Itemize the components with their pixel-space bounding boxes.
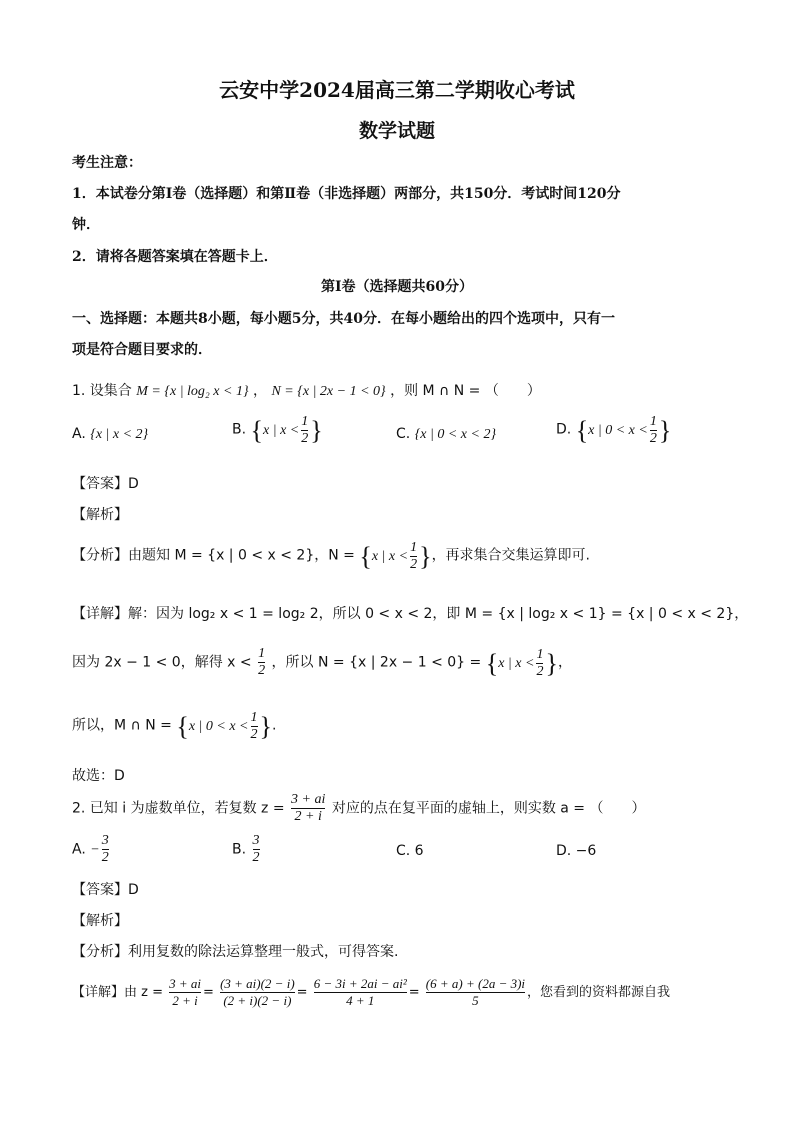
q2-stem-b: 对应的点在复平面的虚轴上，则实数 a = （ ） [331,800,646,817]
q2-answer-tag: 【答案】 [72,882,128,898]
q1-option-b-label: B. [232,421,247,438]
q1-fenxi-den: 2 [410,557,418,572]
q1-answer-value: D [128,476,139,492]
q2-frac2-den: (2 + i)(2 − i) [220,992,295,1009]
q2-option-d: D. −6 [556,843,597,859]
q2-frac4-num: (6 + a) + (2a − 3)i [425,976,526,991]
q1-xiangjie-text1: 解：因为 log₂ x < 1 = log₂ 2，所以 0 < x < 2，即 M = {x | log₂ x < 1} = {x | 0 < x < 2}， [128,606,749,622]
q1-fenxi: 【分析】由题知 M = {x | 0 < x < 2}，N = {x | x < $\frac{1}{2}$ }，再求集合交集运算即可. [72,540,591,572]
q1-option-c-expr: {x | 0 < x < 2} [414,427,497,442]
q1-xj2-set-den: 2 [536,663,544,679]
q1-analysis-tag: 【解析】 [72,507,128,523]
section-intro-cont: 项是符合题目要求的． [72,342,212,358]
q1-set-M: M = {x | log₂ x < 1} [136,384,249,399]
exam-subtitle: 数学试题 [358,120,435,142]
q1-set-N: N = {x | 2x − 1 < 0} [271,384,386,399]
q1-stem-suffix: ，则 M ∩ N = （ ） [390,383,541,399]
q1-option-d: D. {x | 0 < x < $\frac{1}{2}$ } [556,414,672,446]
q2-xiangjie-tag: 【详解】 [72,985,125,1000]
q2-frac3-num: 6 − 3i + 2ai − ai² [313,976,407,991]
q1-option-d-den: 2 [649,431,657,446]
q1-conclusion: 故选：D [72,768,125,784]
q2-option-a-sign: − [90,842,100,858]
q2-option-b-den: 2 [252,850,260,865]
q1-xj3-set: x | 0 < x < [188,718,249,734]
q2-stem [72,792,646,825]
q2-xj-tail: ，您看到的资料都源自我 [527,985,671,1000]
q1-xj2-a: 因为 2x − 1 < 0，解得 x < [72,654,252,671]
q1-option-b-expr: x | x < [263,422,300,438]
q1-option-a-label: A. [72,426,86,442]
q2-fenxi-text: 利用复数的除法运算整理一般式，可得答案. [128,944,399,960]
q1-answer-tag: 【答案】 [72,476,128,492]
q1-option-a-expr: {x | x < 2} [90,427,149,442]
q2-answer-value: D [128,882,139,898]
q1-option-d-label: D. [556,421,572,438]
q1-xiangjie-line2: 因为 2x − 1 < 0，解得 x < $\frac{1}{2}$ ，所以 N = {x | 2x − 1 < 0} = {x | x < $\frac{1}{2}$ }， [72,646,572,679]
q2-fenxi-tag: 【分析】 [72,944,128,960]
q1-xj3-num: 1 [250,710,258,725]
notice-item-1-cont: 钟． [72,217,100,233]
q1-stem [72,380,541,400]
q2-z-den: 2 + i [291,808,325,825]
q1-xj3-a: 所以，M ∩ N = [72,717,172,734]
q1-option-c-label: C. [396,426,411,442]
q1-xiangjie-line3: 所以，M ∩ N = {x | 0 < x < $\frac{1}{2}$ }. [72,710,277,742]
q1-xiangjie-line1 [72,603,748,623]
q2-option-a-num: 3 [101,833,109,848]
notice-item-1: 1．本试卷分第Ⅰ卷（选择题）和第Ⅱ卷（非选择题）两部分，共150分．考试时间120分 [72,186,621,202]
q2-stem-a: 2. 已知 i 为虚数单位，若复数 z = [72,800,285,817]
q2-frac3-den: 4 + 1 [314,992,407,1009]
q1-xj2-num: 1 [258,646,266,661]
notice-item-2: 2．请将各题答案填在答题卡上． [72,249,278,265]
q1-fenxi-set: x | x < [371,548,409,564]
q2-option-b [232,833,262,866]
q2-frac1-num: 3 + ai [169,976,202,991]
q2-frac1-den: 2 + i [169,992,201,1009]
q1-fenxi-text-end: ，再求集合交集运算即可. [431,547,591,564]
q2-frac2-num: (3 + ai)(2 − i) [220,976,295,991]
q1-separator: ， [253,383,268,399]
q1-fenxi-text: 由题知 M = {x | 0 < x < 2}，N = [128,547,355,564]
part1-heading: 第Ⅰ卷（选择题共60分） [320,279,474,295]
q2-option-a [72,833,111,866]
q2-xiangjie: 【详解】由 z = $\frac{3 + ai}{2 + i}$ = $\frac{(3 + ai)(2 - i)}{(2 + i)(2 - i)}$ = $\frac{\text{6 − 3i + 2ai − ai²}}{4 + 1}$ = $\frac{(6 + a) + (2a - 3)i}{5}$ ，您看到的资料都源自我 [72,976,671,1008]
q1-stem-prefix: 1. 设集合 [72,383,132,399]
q2-frac4-den: 5 [426,992,525,1009]
q1-xj2-den: 2 [258,663,266,678]
q1-xj2-set: x | x < [498,655,535,671]
q2-option-a-label: A. [72,841,86,858]
q2-option-b-num: 3 [252,833,260,848]
q2-option-a-den: 2 [101,850,109,865]
q1-xj2-b: ，所以 N = {x | 2x − 1 < 0} = [271,654,482,671]
q1-xj3-den: 2 [250,727,258,742]
q2-fenxi [72,941,398,961]
q1-xj3-tail: . [271,717,277,734]
q1-answer [72,473,139,493]
q1-option-d-expr: x | 0 < x < [588,422,648,438]
section-intro: 一、选择题：本题共8小题，每小题5分，共40分．在每小题给出的四个选项中，只有一 [72,311,615,327]
q1-option-b: B. {x | x < $\frac{1}{2}$ } [232,414,323,446]
q1-option-b-den: 2 [301,431,309,446]
q2-option-c: C. 6 [396,843,424,859]
q1-xj2-set-num: 1 [536,646,544,662]
q1-fenxi-num: 1 [410,540,418,555]
q1-option-b-num: 1 [301,414,309,429]
q2-option-b-label: B. [232,841,247,858]
q2-analysis-tag: 【解析】 [72,913,128,929]
q1-xiangjie-tag: 【详解】 [72,606,128,622]
exam-title: 云安中学2024届高三第二学期收心考试 [219,78,575,102]
q1-fenxi-tag: 【分析】 [72,547,128,564]
q2-z-num: 3 + ai [291,792,326,807]
q1-option-c [396,426,496,443]
q1-option-a [72,426,148,443]
q2-answer [72,879,139,899]
q1-option-d-num: 1 [649,414,657,429]
q1-xj2-tail: ， [557,654,572,671]
notice-heading: 考生注意： [72,155,142,171]
q2-xj-prefix: 由 z = [124,985,163,1000]
